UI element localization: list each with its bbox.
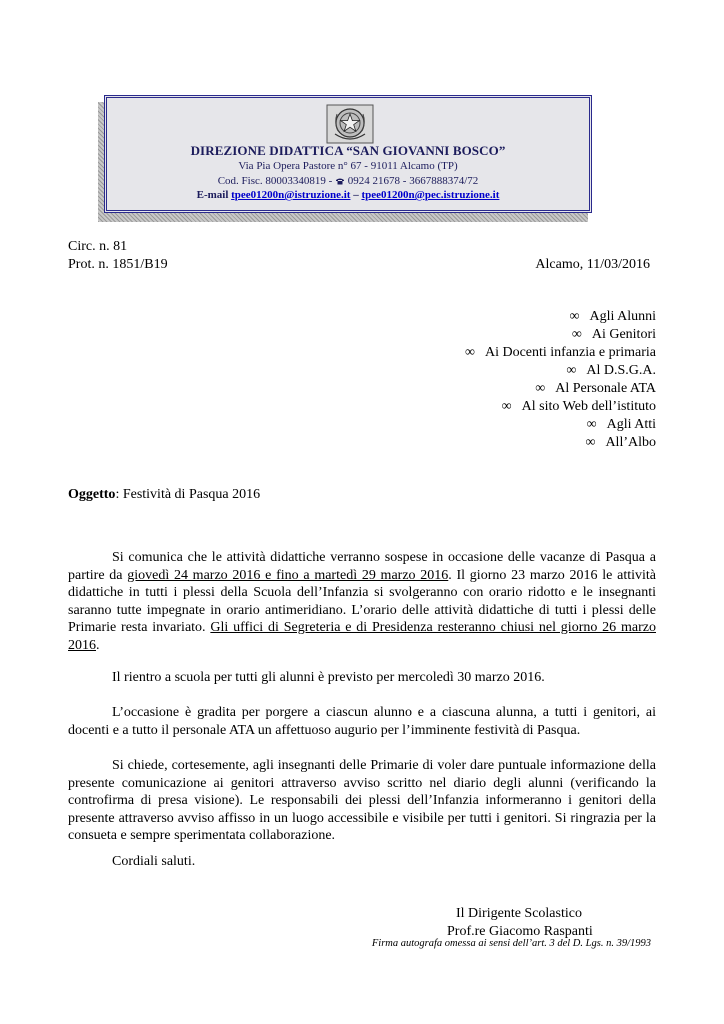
subject-label: Oggetto <box>68 487 116 502</box>
circular-number: Circ. n. 81 <box>68 239 128 254</box>
school-name: DIREZIONE DIDATTICA “SAN GIOVANNI BOSCO” <box>190 143 506 158</box>
email-link-istruzione[interactable]: tpee01200n@istruzione.it <box>231 189 351 201</box>
school-address: Via Pia Opera Pastore n° 67 - 91011 Alcamo (TP) <box>238 160 458 172</box>
paragraph-request: Si chiede, cortesemente, agli insegnanti delle Primarie di voler dare puntuale informazione della presente comunicazione ai genitori attraverso avviso scritto nel diario degli alunni (verificando la controfirma di presa visione). Le responsabili dei plessi dell’Infanzia informeranno i genitori della presente attraverso avviso affisso in un luogo accessibile e visibile per tutti i genitori. Si ringrazia per la consueta e sempre sperimentata collaborazione. <box>68 758 656 843</box>
letterhead <box>104 95 592 213</box>
bullet-infinity-icon: ∞ <box>585 435 596 450</box>
protocol-number: Prot. n. 1851/B19 <box>68 257 168 272</box>
place-date: Alcamo, 11/03/2016 <box>535 257 650 272</box>
phone-numbers: 0924 21678 - 3667888374/72 <box>345 175 479 187</box>
email-line <box>107 189 589 201</box>
signature-note: Firma autografa omessa ai sensi dell’art. 3 del D. Lgs. n. 39/1993 <box>371 938 651 949</box>
signer-name: Prof.re Giacomo Raspanti <box>447 924 593 939</box>
bullet-infinity-icon: ∞ <box>571 327 582 342</box>
underlined-dates: giovedì 24 marzo 2016 e fino a martedì 29 marzo 2016 <box>127 567 449 583</box>
recipient-item: ∞ Al Personale ATA <box>535 381 656 396</box>
subject-line <box>68 486 260 503</box>
email-separator: – <box>350 189 362 201</box>
email-label: E-mail <box>196 189 232 201</box>
bullet-infinity-icon: ∞ <box>566 363 577 378</box>
bullet-infinity-icon: ∞ <box>464 345 475 360</box>
email-link-pec[interactable]: tpee01200n@pec.istruzione.it <box>361 189 500 201</box>
fiscal-code-phones <box>107 175 589 187</box>
recipient-item: ∞ Ai Docenti infanzia e primaria <box>464 345 656 360</box>
paragraph-return: Il rientro a scuola per tutti gli alunni è previsto per mercoledì 30 marzo 2016. <box>112 670 545 685</box>
recipient-item: ∞ Agli Atti <box>586 417 656 432</box>
paragraph-greetings: L’occasione è gradita per porgere a ciascun alunno e a ciascuna alunna, a tutti i genitori, ai docenti e a tutto il personale ATA un affettuoso augurio per l’imminente festività di Pasqua. <box>68 705 656 738</box>
recipient-item: ∞ All’Albo <box>585 435 656 450</box>
phone-icon <box>335 177 345 185</box>
republic-emblem-icon <box>326 104 374 144</box>
bullet-infinity-icon: ∞ <box>501 399 512 414</box>
paragraph-closing: Cordiali saluti. <box>112 854 196 869</box>
signer-role: Il Dirigente Scolastico <box>456 906 582 921</box>
recipient-item: ∞ Al sito Web dell’istituto <box>501 399 656 414</box>
fiscal-code: Cod. Fisc. 80003340819 - <box>217 175 336 187</box>
recipient-item: ∞ Ai Genitori <box>571 327 656 342</box>
recipient-item: ∞ Al D.S.G.A. <box>566 363 656 378</box>
bullet-infinity-icon: ∞ <box>586 417 597 432</box>
recipient-item: ∞ Agli Alunni <box>569 309 656 324</box>
underlined-office-closure: Gli uffici di Segreteria e di Presidenza resteranno chiusi nel giorno 26 marzo 2016 <box>68 620 656 653</box>
bullet-infinity-icon: ∞ <box>569 309 580 324</box>
paragraph-closure-dates: Si comunica che le attività didattiche verranno sospese in occasione delle vacanze di Pasqua a partire da giovedì 24 marzo 2016 e fino a martedì 29 marzo 2016. Il giorno 23 marzo 2016 le attività didattiche in tutti i plessi della Scuola dell’Infanzia si svolgeranno con orario ridotto e le insegnanti saranno tutte impegnate in orario antimeridiano. L’orario delle attività didattiche di tutti i plessi delle Primarie resta invariato. Gli uffici di Segreteria e di Presidenza resteranno chiusi nel giorno 26 marzo 2016. <box>68 550 656 653</box>
subject-text: : Festività di Pasqua 2016 <box>115 487 261 502</box>
bullet-infinity-icon: ∞ <box>535 381 546 396</box>
